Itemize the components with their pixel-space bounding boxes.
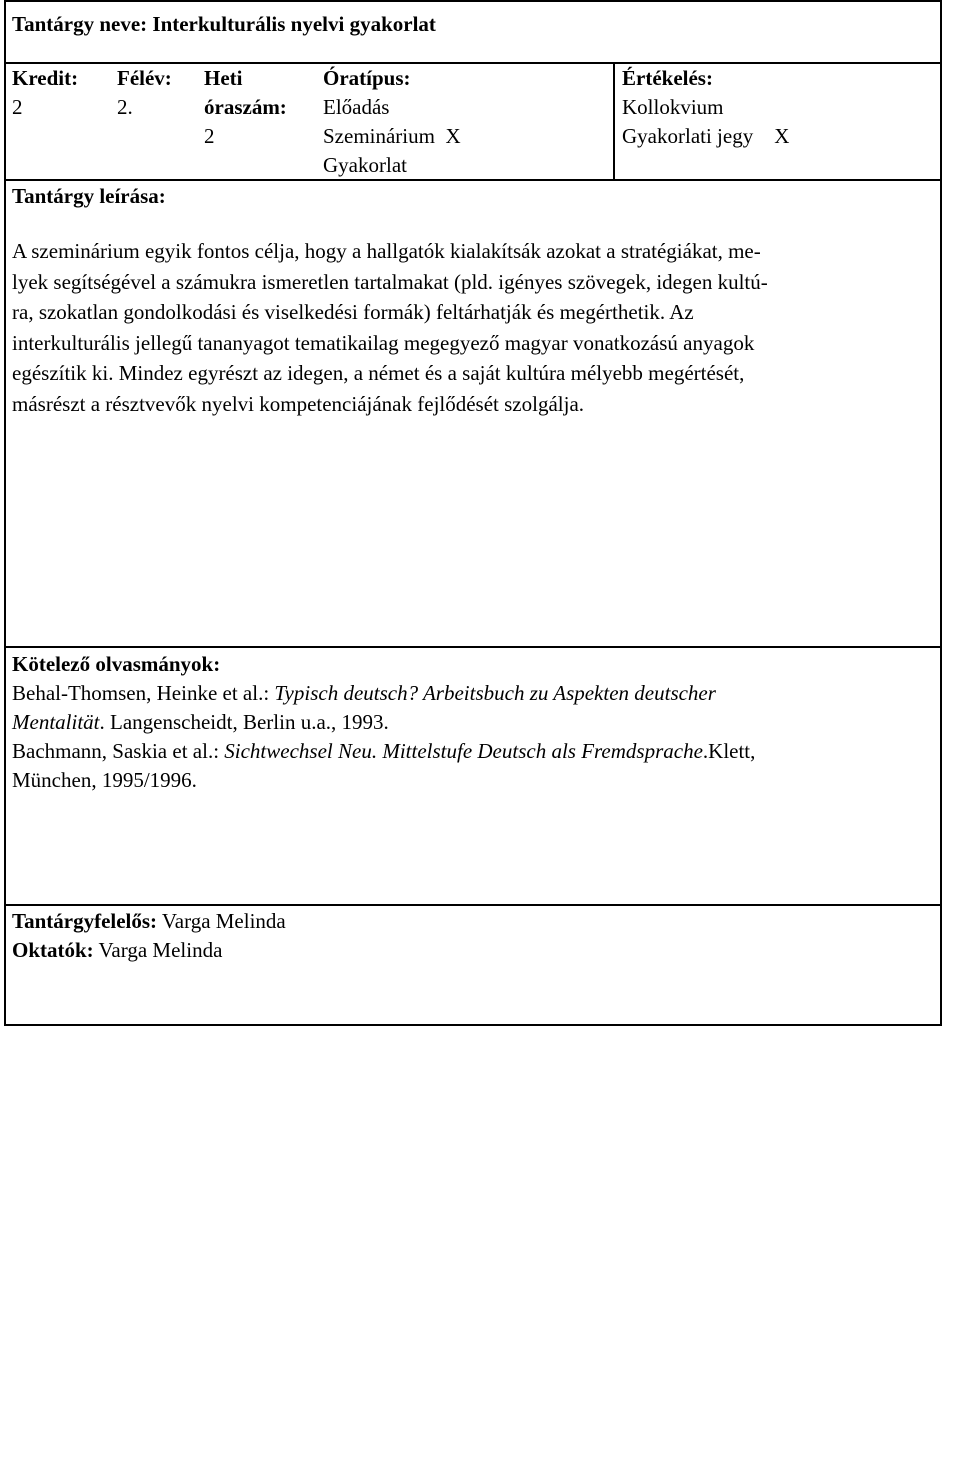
reading-1-title: Typisch deutsch? Arbeitsbuch zu Aspekten deutscher <box>274 681 716 705</box>
course-sheet <box>4 0 942 1026</box>
reading-entry-2-line-2: München, 1995/1996. <box>12 768 197 792</box>
subject-label: Tantárgy neve: <box>12 12 148 36</box>
class-type-label: Óratípus: <box>323 66 411 90</box>
class-type-option: Szeminárium X <box>323 124 461 148</box>
subject-title <box>12 10 436 39</box>
evaluation-option: Gyakorlati jegy X <box>622 124 790 148</box>
reading-1-publisher: . Langenscheidt, Berlin u.a., 1993. <box>99 710 389 734</box>
description-line: ra, szokatlan gondolkodási és viselkedési formák) feltárhatják és megérthetik. Az <box>12 300 694 324</box>
teachers-value: Varga Melinda <box>93 938 223 962</box>
description-line: interkulturális jellegű tananyagot tematikailag megegyező magyar vonatkozású anyagok <box>12 330 755 355</box>
responsible-line <box>12 907 286 936</box>
teachers-label: Oktatók: <box>12 938 94 962</box>
hours-label-2: óraszám: <box>204 95 287 119</box>
subject-value: Interkulturális nyelvi gyakorlat <box>152 12 436 36</box>
hours-value: 2 <box>204 124 215 148</box>
teachers-line <box>12 936 222 965</box>
reading-2-publisher: .Klett, <box>702 739 756 763</box>
reading-1-title-cont: Mentalität <box>12 710 100 734</box>
evaluation-option: Kollokvium <box>622 95 724 119</box>
divider-readings <box>4 646 942 648</box>
reading-2-authors: Bachmann, Saskia et al.: <box>12 739 225 763</box>
description-line: egészítik ki. Mindez egyrészt az idegen, a német és a saját kultúra mélyebb megértését, <box>12 361 745 385</box>
description-line: másrészt a résztvevők nyelvi kompetenciájának fejlődését szolgálja. <box>12 391 585 416</box>
semester-label: Félév: <box>117 66 172 90</box>
reading-entry-2-line-1 <box>12 737 755 766</box>
divider-meta <box>4 179 942 181</box>
class-type-option: Előadás <box>323 95 390 119</box>
description-line: lyek segítségével a számukra ismeretlen tartalmakat (pld. igényes szövegek, idegen kultú- <box>12 269 768 294</box>
description-label: Tantárgy leírása: <box>12 184 166 208</box>
description-body <box>12 236 932 419</box>
credit-label: Kredit: <box>12 66 79 90</box>
credit-value: 2 <box>12 95 23 119</box>
divider-evaluation <box>613 62 615 180</box>
class-type-option: Gyakorlat <box>323 153 407 177</box>
evaluation-label: Értékelés: <box>622 66 713 90</box>
responsible-value: Varga Melinda <box>157 909 286 933</box>
readings-label: Kötelező olvasmányok: <box>12 652 221 676</box>
description-line: A szeminárium egyik fontos célja, hogy a hallgatók kialakítsák azokat a stratégiákat, me- <box>12 239 761 263</box>
semester-value: 2. <box>117 95 133 119</box>
reading-entry-1-line-1 <box>12 679 716 708</box>
reading-1-authors: Behal-Thomsen, Heinke et al.: <box>12 681 275 705</box>
hours-label-1: Heti <box>204 66 243 90</box>
responsible-label: Tantárgyfelelős: <box>12 909 158 933</box>
reading-entry-1-line-2 <box>12 708 389 737</box>
divider-staff <box>4 904 942 906</box>
reading-2-title: Sichtwechsel Neu. Mittelstufe Deutsch als Fremdsprache <box>224 739 703 763</box>
